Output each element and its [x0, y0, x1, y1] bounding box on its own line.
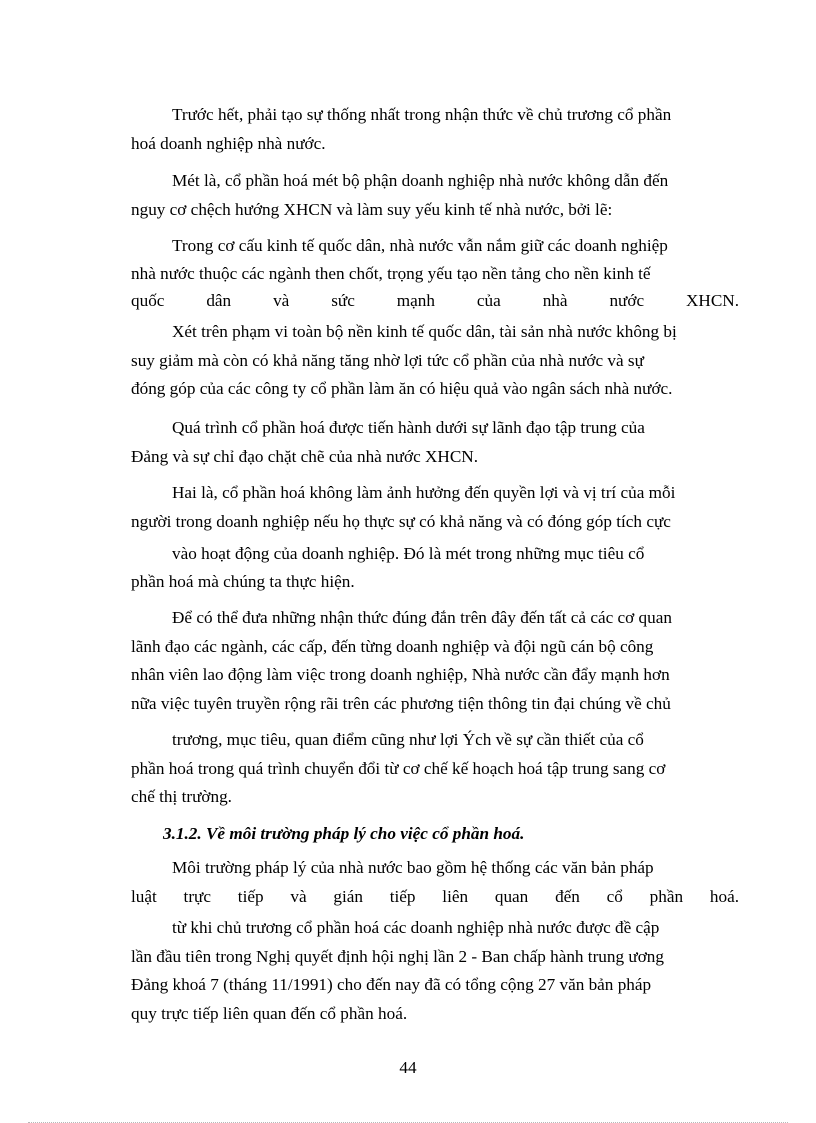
- paragraph-7-line-4: nữa việc tuyên truyền rộng rãi trên các phương tiện thông tin đại chúng về chủ: [131, 694, 671, 713]
- paragraph-4-line-3: đóng góp của các công ty cổ phần làm ăn có hiệu quả vào ngân sách nhà nước.: [131, 379, 673, 398]
- paragraph-6-line-3: vào hoạt động của doanh nghiệp. Đó là mét trong những mục tiêu cổ: [172, 544, 645, 563]
- paragraph-5-line-1: Quá trình cổ phần hoá được tiến hành dưới sự lãnh đạo tập trung của: [172, 418, 645, 437]
- paragraph-4-line-2: suy giảm mà còn có khả năng tăng nhờ lợi tức cổ phần của nhà nước và sự: [131, 351, 644, 370]
- paragraph-6-line-1: Hai là, cổ phần hoá không làm ảnh hưởng đến quyền lợi và vị trí của mỗi: [172, 483, 676, 502]
- paragraph-6-line-4: phần hoá mà chúng ta thực hiện.: [131, 572, 355, 591]
- paragraph-8-line-2: luật trực tiếp và gián tiếp liên quan đến cổ phần hoá.: [131, 887, 739, 906]
- page-number: 44: [399, 1058, 417, 1077]
- paragraph-3-line-2: nhà nước thuộc các ngành then chốt, trọng yếu tạo nền tảng cho nền kinh tế: [131, 264, 651, 283]
- section-heading: 3.1.2. Về môi trường pháp lý cho việc cổ phần hoá.: [163, 824, 525, 843]
- paragraph-9-line-2: lần đầu tiên trong Nghị quyết định hội nghị lần 2 - Ban chấp hành trung ương: [131, 947, 664, 966]
- paragraph-3-line-1: Trong cơ cấu kinh tế quốc dân, nhà nước vẫn nắm giữ các doanh nghiệp: [172, 236, 668, 255]
- paragraph-8-line-1: Môi trường pháp lý của nhà nước bao gồm hệ thống các văn bản pháp: [172, 858, 654, 877]
- paragraph-9-line-4: quy trực tiếp liên quan đến cổ phần hoá.: [131, 1004, 408, 1023]
- paragraph-7-line-6: phần hoá trong quá trình chuyển đổi từ cơ chế kế hoạch hoá tập trung sang cơ: [131, 759, 666, 778]
- paragraph-7-line-3: nhân viên lao động làm việc trong doanh nghiệp, Nhà nước cần đẩy mạnh hơn: [131, 665, 670, 684]
- paragraph-4-line-1: Xét trên phạm vi toàn bộ nền kinh tế quốc dân, tài sản nhà nước không bị: [172, 322, 677, 341]
- paragraph-2-line-2: nguy cơ chệch hướng XHCN và làm suy yếu kinh tế nhà nước, bởi lẽ:: [131, 200, 613, 219]
- paragraph-1-line-1: Trước hết, phải tạo sự thống nhất trong nhận thức về chủ trương cổ phần: [172, 105, 672, 124]
- paragraph-5-line-2: Đảng và sự chỉ đạo chặt chẽ của nhà nước XHCN.: [131, 447, 479, 466]
- paragraph-2-line-1: Mét là, cổ phần hoá mét bộ phận doanh nghiệp nhà nước không dẫn đến: [172, 171, 669, 190]
- paragraph-9-line-1: từ khi chủ trương cổ phần hoá các doanh nghiệp nhà nước được đề cập: [172, 918, 660, 937]
- paragraph-7-line-1: Để có thể đưa những nhận thức đúng đắn trên đây đến tất cả các cơ quan: [172, 608, 672, 627]
- paragraph-7-line-7: chế thị trường.: [131, 787, 232, 806]
- paragraph-3-line-3: quốc dân và sức mạnh của nhà nước XHCN.: [131, 291, 739, 310]
- paragraph-9-line-3: Đảng khoá 7 (tháng 11/1991) cho đến nay đã có tổng cộng 27 văn bản pháp: [131, 975, 652, 994]
- paragraph-1-line-2: hoá doanh nghiệp nhà nước.: [131, 134, 326, 153]
- paragraph-7-line-2: lãnh đạo các ngành, các cấp, đến từng doanh nghiệp và đội ngũ cán bộ công: [131, 637, 654, 656]
- paragraph-6-line-2: người trong doanh nghiệp nếu họ thực sự có khả năng và có đóng góp tích cực: [131, 512, 671, 531]
- paragraph-7-line-5: trương, mục tiêu, quan điểm cũng như lợi Ých về sự cần thiết của cổ: [172, 730, 644, 749]
